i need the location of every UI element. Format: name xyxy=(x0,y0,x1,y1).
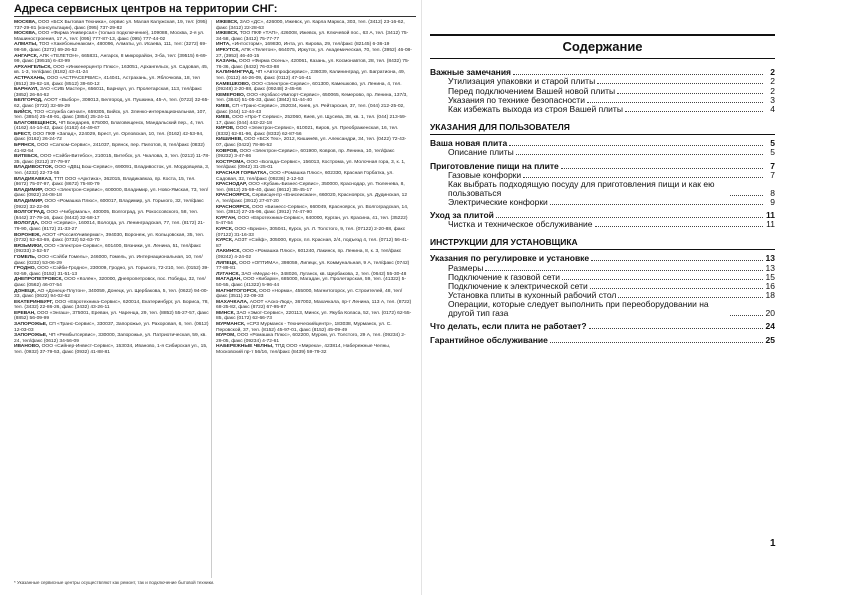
city-name: ИНТА, xyxy=(216,42,231,48)
city-name: АНГАРСК, xyxy=(14,53,39,59)
toc-leader-dots xyxy=(562,279,763,280)
toc-entry-title: Утилизация упаковки и старой плиты xyxy=(448,76,596,87)
toc-page-number: 8 xyxy=(770,187,775,198)
toc-page-number: 20 xyxy=(765,308,775,319)
city-name: ВОРОНЕЖ, xyxy=(14,232,41,238)
address-text: ЗАО «Медас-Н», 348026, Луганск, кв. Щербакова, 2, тел. (0642) 55-30-48 xyxy=(239,271,407,277)
footnote: * Указанные сервисные центры осуществляют как ремонт, так и подключение бытовой техники. xyxy=(14,580,215,585)
toc-entry-title: Чистка и техническое обслуживание xyxy=(448,219,593,230)
address-entry xyxy=(14,87,210,98)
address-text: ООО «Ромашка Плюс», 602200, Муром, ул. Толстого, 29 А, тел. (09234) 2-29-05, факс (09234) 4-72-61 xyxy=(216,333,406,344)
toc-leader-dots xyxy=(485,270,763,271)
address-entry xyxy=(216,193,412,204)
address-text: ТОО «Хакебоньенаком», 480096, Алматы, ул. Исаева, 111, тел: (3272) 69-98-59, факс (3272) 69-26-52 xyxy=(14,42,207,53)
city-name: ЗАПОРОЖЬЕ, xyxy=(14,322,48,328)
address-text: ЗАО «СИБ Мастер», 656011, Барнаул, ул. Пролетарская, 113, тел/факс (3852) 26-84-62 xyxy=(14,87,202,98)
address-entry xyxy=(14,244,210,255)
city-name: ИРКУТСК, xyxy=(216,47,240,53)
address-text: «Интосторм», 169830, Инта, ул. Кирова, 29, тел/факс (82145) 6-36-19 xyxy=(230,42,390,48)
city-name: АЛМАТЫ, xyxy=(14,42,38,48)
address-text: ООО «Сийнер-Инвест-Сервис», 153034, Иваново, 1-я Сибирская ул., 15, тел. (0932) 37-79-53, факс (0932) 41-88-81 xyxy=(14,344,208,356)
toc-leader-dots xyxy=(595,226,763,227)
address-text: ООО «БСХ Тех», 2012, Кишинёв, ул. Александри, 34, тел. (0422) 72-43-07, факс (0422) 78-86-52 xyxy=(216,137,407,149)
address-text: ЧП «Автопрофсервис», 236039, Калининград, ул. Багратиона, 49, тел. (0112) 44-26-09, факс (0112) 47-16-41 xyxy=(216,70,406,81)
address-entry xyxy=(14,132,210,143)
toc-entry-title: Электрические конфорки xyxy=(448,196,548,207)
address-entry xyxy=(216,115,412,126)
city-name: АСТРАХАНЬ, xyxy=(14,75,46,81)
address-entry xyxy=(14,42,210,53)
address-text: СП «Транс-Сервис», 252034, Киев, ул. Рейтарская, 37, тел. (044) 212-25-02, факс (044) 12-44-43 xyxy=(216,103,405,115)
toc-page-number: 7 xyxy=(770,169,775,180)
address-entry xyxy=(216,93,412,104)
toc-leader-dots xyxy=(730,195,763,196)
address-entry xyxy=(216,126,412,137)
city-name: ЕРЕВАН, xyxy=(14,310,36,316)
toc-entry-title: Подключение к электрической сети xyxy=(448,281,588,291)
address-text: ООО «Кибарм», 685000, Магадан, ул. Пролетарская, 59, тел. (41322) 5-50-55, факс (41322) 5-96-44 xyxy=(216,277,406,288)
toc-leader-dots xyxy=(591,260,763,261)
address-text: ООО «Кубань-Бизнес-Сервис», 350000, Краснодар, ул. Тюленева, 8, тел. (8612) 25-59-40, факс (8612) 35-45-17 xyxy=(216,182,405,193)
toc-entry-title: Уход за плитой xyxy=(430,210,494,221)
address-text: АО «Донецк-Плутон», 340059, Донецк, ул. Щербакова, 5, тел. (0622) 94-00-33, факс (0622) 94-02-62 xyxy=(14,288,209,300)
service-centers-title: Адреса сервисных центров на территории СНГ: xyxy=(14,3,278,15)
toc-leader-dots xyxy=(550,204,763,205)
address-entry xyxy=(216,227,412,238)
city-name: ДОНЕЦК, xyxy=(14,288,36,294)
city-name: БРЕСТ, xyxy=(14,131,32,137)
address-text: ЧП Бондарев, 675000, Благовещенск, Мандальский пер., 4, тел. (4162) 44-14-42, факс (4162) 44-49-67 xyxy=(14,120,205,132)
toc-leader-dots xyxy=(590,288,763,289)
toc-page-number: 13 xyxy=(765,262,775,273)
toc-entry[interactable] xyxy=(430,148,775,157)
address-entry xyxy=(216,70,412,81)
address-entry xyxy=(14,188,210,199)
address-text: ООО «Электрон-Сервис», 601900, Ковров, пр. Ленина, 10, тел/факс (09232) 3-47-86 xyxy=(216,148,395,160)
title-rule xyxy=(14,16,416,17)
city-name: КИЕВ, xyxy=(216,115,231,121)
city-name: МУРМАНСК, xyxy=(216,322,246,328)
address-entry xyxy=(216,149,412,160)
address-entry xyxy=(216,182,412,193)
toc-leader-dots xyxy=(587,102,763,103)
address-text: ООО «Колён», 320000, Днепропетровск, пос. Победы, 32, тел/факс (0562) 46-07-54 xyxy=(14,277,206,288)
city-name: КРАСНОДАР, xyxy=(216,182,247,188)
toc-entry-title: Описание плиты xyxy=(448,147,514,158)
city-name: КОСТРОМА, xyxy=(216,159,246,165)
toc-entry[interactable] xyxy=(430,220,775,229)
address-text: ООО «Сэйби Гомель», 246000, Гомель, ул. Интернациональная, 10, тел/факс (0232) 53-06-29 xyxy=(14,254,203,266)
city-name: КЕМЕРОВО, xyxy=(216,92,246,98)
address-text: ООО «Евротехника-Сервис», 640000, Курган, ул. Красина, 41, тел. (35222) 5-47-54 xyxy=(216,215,408,227)
address-entry xyxy=(14,221,210,232)
toc-leader-dots xyxy=(589,328,763,329)
address-text: ООО «Брион», 305041, Курск, ул. Л. Толстого, 9, тел. (07122) 2-20-88, факс (07122) 31-16-33 xyxy=(216,226,406,238)
address-text: ООО «Про-Т Сервис», 252060, Киев, ул. Щусева, 38, кв. 1, тел. (044) 213-59-17, факс (044) 442-22-18 xyxy=(216,115,407,126)
city-name: МАГНИТОГОРСК, xyxy=(216,288,258,294)
toc-list xyxy=(430,68,775,345)
address-text: ООО «Ромашка Плюс», 601240, Лакинск, пр. Ленина, 8, к. 3, тел/факс (09242) 4-24-02 xyxy=(216,249,402,260)
address-entry xyxy=(14,322,210,333)
city-name: КИШИНЕВ, xyxy=(216,137,243,143)
city-name: КАЛИНИНГРАД, xyxy=(216,70,255,76)
city-name: КРАСНОЯРСК, xyxy=(216,204,251,210)
toc-page-number: 3 xyxy=(770,94,775,105)
toc-page-number: 11 xyxy=(766,210,775,221)
toc-page-number: 15 xyxy=(765,271,775,282)
address-text: ООО «ДВЦ Бош-Сервис», 690091, Владивосток, ул. Мордовцева, 3, тел. (4232) 22-73-55 xyxy=(14,165,210,177)
city-name: ЗАПОРОЖЬЕ, xyxy=(14,333,48,339)
city-name: ГРОДНО, xyxy=(14,266,36,272)
city-name: ВЯЗЬМИКИ, xyxy=(14,243,43,249)
service-centers-page xyxy=(0,0,420,595)
address-entry xyxy=(216,171,412,182)
address-text: ООО «АСТРАСЕРВИС», 414041, Астрахань, ул. Яблочкова, 18, тел (8512) 39-62-18, факс (8512) 39-60-12 xyxy=(14,75,200,87)
toc-entry[interactable] xyxy=(430,335,775,344)
toc-entry-title: Перед подключением Вашей новой плиты xyxy=(448,85,616,96)
toc-page-number: 2 xyxy=(770,85,775,96)
city-name: ИЖЕВСК, xyxy=(216,20,239,25)
address-entry xyxy=(216,216,412,227)
address-entry xyxy=(14,311,210,322)
city-name: ИВАНОВО, xyxy=(14,344,41,350)
city-name: МУРОМ, xyxy=(216,333,236,339)
toc-entry[interactable] xyxy=(430,198,775,207)
address-text: АООТ «РоссияУнивермаг», 394030, Воронеж, ул. Кольцовская, 35, тел. (0732) 52-63-69, факс (0732) 52-63-70 xyxy=(14,232,205,244)
address-entry xyxy=(14,143,210,154)
page-fold xyxy=(421,0,422,595)
toc-entry-title: Газовые конфорки xyxy=(448,169,522,180)
address-text: ООО «Фирма Универсал» (только подключение), 109088, Москва, 2-я ул. Машиностроения, 17 А, тел: (095) 777-87-13, факс (095) 777-44-02 xyxy=(14,31,205,42)
address-entry xyxy=(14,233,210,244)
address-entry xyxy=(14,344,210,355)
address-text: ООО «ОПТИМА», 398059, Липецк, ул. Коммунальная, 9 А, тел/факс (0742) 77-89-81 xyxy=(216,260,410,272)
address-entry xyxy=(216,205,412,216)
address-column-1 xyxy=(14,20,210,356)
address-text: ООО «Бизнесс-Сервис», 660049, Красноярск, ул. Волгоградская, 14, тел. (3912) 27-25-96, факс (3912) 74-47-90 xyxy=(216,204,409,216)
address-text: ТПД ООО «Мирека», 423814, Набережные Челны, Московский пр-т 56/16, тел/факс (8439) 59-79-32 xyxy=(216,344,391,356)
toc-entry-title: Установка плиты в кухонный рабочий стол xyxy=(448,290,617,301)
city-name: ВЛАДИВОСТОК, xyxy=(14,165,54,171)
city-name: БАРНАУЛ, xyxy=(14,87,39,93)
address-entry xyxy=(14,65,210,76)
city-name: ЛУГАНСК, xyxy=(216,271,240,277)
address-text: ТОО «Служба сигнал», 659305, Бийск, ул. Зленко-интернациональная, 107, тел. (3854) 25-48-91, факс (3854) 25-24-11 xyxy=(14,109,207,121)
address-text: ТОО ПКФ «ТАП», 426008, Ижевск, ул. Ключевой пос., 63 А, тел. (3412) 75-34-58, факс (3412) 75-77-77 xyxy=(216,31,409,42)
address-entry xyxy=(216,277,412,288)
toc-leader-dots xyxy=(617,93,763,94)
city-name: ВИТЕБСК, xyxy=(14,154,39,160)
toc-page-number: 13 xyxy=(765,253,775,264)
toc-entry-title: Как избежать выхода из строя Вашей плиты xyxy=(448,103,623,114)
address-entry xyxy=(14,76,210,87)
toc-leader-dots xyxy=(625,111,763,112)
address-text: СП «Транс-Сервис», 330037, Запорожье, ул. Рахоровая, 6, тел. (0612) 12-03-03 xyxy=(14,322,209,333)
address-entry xyxy=(216,322,412,333)
address-column-2 xyxy=(216,20,412,356)
column-divider xyxy=(211,20,212,578)
address-entry xyxy=(14,165,210,176)
address-text: ООО «БСХ Бытовая Техника», сервис ул. Малая Калужская, 19, тел: (095) 737-29-81 (консультации), факс (095) 737-29-82 xyxy=(14,20,208,31)
toc-entry[interactable] xyxy=(430,300,775,318)
address-entry xyxy=(216,160,412,171)
address-text: ООО ПКФ «Запад», 224029, Брест, ул. Орловская, 10, тел. (0162) 42-53-94, факс (0162) 26-24-72 xyxy=(14,131,204,143)
address-text: ЗАО «ДС», 426000, Ижевск, ул. Карла Маркса, 303, тел. (3412) 23-16-62, факс (3412) 22-28-63 xyxy=(216,20,405,31)
address-text: ООО «Ромашка Плюс», 600017, Владимир, ул. Горького, 32, тел/факс (0922) 32-22-06 xyxy=(14,199,204,210)
address-entry xyxy=(14,210,210,221)
toc-part-heading: ИНСТРУКЦИИ ДЛЯ УСТАНОВЩИКА xyxy=(430,237,775,250)
toc-page-number: 7 xyxy=(770,160,775,171)
toc-entry[interactable] xyxy=(430,105,775,114)
toc-entry-title: Гарантийное обслуживание xyxy=(430,334,548,345)
address-entry xyxy=(216,137,412,148)
address-entry xyxy=(14,289,210,300)
address-entry xyxy=(216,20,412,31)
address-text: ООО «Сэйби-Витебск», 210015, Витебск, ул. Чкалова, 3, тел. (0212) 11-78-35, факс (0212) 37-79-97 xyxy=(14,154,210,165)
address-entry xyxy=(14,154,210,165)
toc-entry-title: Что делать, если плита не работает? xyxy=(430,321,587,332)
toc-entry-title: Указания по регулировке и установке xyxy=(430,253,590,264)
address-text: ООО «Электрон-Сервис», 601400, Вязники, ул. Ленина, 51, тел/факс (09233) 2-52-57 xyxy=(14,243,202,255)
toc-leader-dots xyxy=(730,315,763,316)
toc-title: Содержание xyxy=(562,39,643,54)
address-entry xyxy=(216,104,412,115)
address-entry xyxy=(14,31,210,42)
contents-page xyxy=(430,0,830,595)
page-number: 1 xyxy=(770,538,776,549)
address-text: ТТП ООО «Арктика», 362015, Владикавказ, пр. Коста, 15, тел. (8672) 75-07-97, факс (8672) 75-80-79 xyxy=(14,176,196,188)
city-name: БЛАГОВЕЩЕНСК, xyxy=(14,120,58,126)
toc-page-number: 24 xyxy=(765,321,775,332)
address-text: ООО «Норма», 455000, Магнитогорск, ул. Строителей, 48, тел/факс (3511) 22-09-33 xyxy=(216,288,403,300)
address-text: Сервисцентр «Енисеисжан», 660020, Красноярск, ул. Дудинская, 12 А, тел/факс (3912) 27-67-20 xyxy=(216,193,408,204)
address-text: ООО «Кузбасс-Импорт-Сервис», 650065, Кемерово, пр. Ленина, 137/3, тел. (3842) 51-05-33, факс (3842) 51-44-40 xyxy=(216,92,408,104)
city-name: ВЛАДИМИР, xyxy=(14,187,44,193)
toc-part-heading: УКАЗАНИЯ ДЛЯ ПОЛЬЗОВАТЕЛЯ xyxy=(430,122,775,135)
city-name: БРЯНСК, xyxy=(14,143,36,149)
city-name: АРХАНГЕЛЬСК, xyxy=(14,64,52,70)
address-text: ООО «Электрон-Сервис», 610021, Киров, ул. Преображенская, 16, тел. (8332) 62-81-96, факс (8332) 62-87-56 xyxy=(216,126,399,137)
address-text: ООО «Энгаш», 375001, Ереван, ул. Чаренца, 29, тел. (8852) 55-27-57, факс (8852) 56-09-99 xyxy=(14,310,209,322)
toc-entry-title: Важные замечания xyxy=(430,67,511,78)
address-entry xyxy=(14,177,210,188)
address-entry xyxy=(14,121,210,132)
address-entry xyxy=(216,31,412,42)
address-entry xyxy=(216,289,412,300)
city-name: КИЕВ, xyxy=(216,103,231,109)
address-entry xyxy=(216,311,412,322)
city-name: ВЛАДИМИР, xyxy=(14,199,44,204)
toc-entry-title: Указания по технике безопасности xyxy=(448,94,585,105)
address-entry xyxy=(216,333,412,344)
city-name: ГОМЕЛЬ, xyxy=(14,254,37,260)
address-text: ООО «Сатком-Сервис», 241037, Брянск, пер. Пилотов, 8, тел/факс (0832) 41-82-54 xyxy=(14,143,205,154)
address-entry xyxy=(216,82,412,93)
address-text: «СРЗ Мурманск - Техническийцентр», 183038, Мурманск, ул. С. Перовской, 37, тел. (8152) 45-97-01, факс (8152) 45-09-49 xyxy=(216,322,392,333)
toc-page-number: 18 xyxy=(765,290,775,301)
toc-leader-dots xyxy=(509,145,763,146)
city-name: ЛИПЕЦК, xyxy=(216,260,238,266)
toc-page-number: 5 xyxy=(770,138,775,149)
address-entry xyxy=(14,266,210,277)
address-text: ООО «Инженерцентр Плюс», 163051, Архангельск, ул. Садовая, 45, кв. 1-3, тел/факс (8182) 43-41-24 xyxy=(14,64,209,76)
address-entry xyxy=(14,110,210,121)
address-entry xyxy=(14,300,210,311)
address-text: ООО «Болада-Сервис», 156013, Кострома, ул. Молочная гора, 3, к. 1, тел/факс (0942) 31-25-01 xyxy=(216,159,406,171)
address-text: ООО «Электрон-Сервис», 600000, Владимир, ул. Ново-Ямская, 73, тел/факс (0922) 24-08-18 xyxy=(14,187,209,199)
city-name: КРАСНАЯ ГОРБАТКА, xyxy=(216,171,268,177)
address-entry xyxy=(14,98,210,109)
toc-entry[interactable] xyxy=(430,322,775,331)
address-entry xyxy=(216,344,412,355)
city-name: КАМЕШКОВО, xyxy=(216,81,251,87)
toc-page-number: 2 xyxy=(770,67,775,78)
city-name: КУРСК, xyxy=(216,238,234,244)
city-name: БЕЛГОРОД, xyxy=(14,98,43,104)
toc-header xyxy=(430,34,775,59)
city-name: ВЛАДИКАВКАЗ, xyxy=(14,176,53,182)
city-name: КИРОВ, xyxy=(216,126,235,132)
city-name: КАЗАНЬ, xyxy=(216,59,238,65)
city-name: МАХАЧКАЛА, xyxy=(216,299,249,305)
address-entry xyxy=(216,48,412,59)
city-name: ИЖЕВСК, xyxy=(216,31,239,37)
city-name: МИНСК, xyxy=(216,310,235,316)
toc-entry-title: Ваша новая плита xyxy=(430,138,508,149)
address-entry xyxy=(14,255,210,266)
address-entry xyxy=(216,238,412,249)
address-entry xyxy=(14,199,210,210)
address-text: ООО «Фирма Осень», 420061, Казань, ул. Космонавтов, 28, тел. (8432) 75-76-36, факс (8432) 76-03-88 xyxy=(216,59,410,70)
city-name: ДНЕПРОПЕТРОВСК, xyxy=(14,277,63,283)
address-text: АООТ «Выбор», 308013, Белгород, ул. Пушкина, 45-А, тел. (0722) 32-65-62, факс (0722) 32-69-29 xyxy=(14,98,209,109)
address-entry xyxy=(216,300,412,311)
city-name: КУРГАН, xyxy=(216,215,237,221)
address-entry xyxy=(14,20,210,31)
toc-entry-title: Операции, которые следует выполнить при переоборудовании на другой тип газа xyxy=(448,299,709,319)
toc-leader-dots xyxy=(516,154,763,155)
city-name: КУРСК, xyxy=(216,226,234,232)
address-entry xyxy=(14,277,210,288)
address-entry xyxy=(216,249,412,260)
address-text: ООО «Сервис», 160014, Вологда, ул. Ленинградская, 77, тел. (8172) 21-79-90, факс (8172) 21-33-27 xyxy=(14,221,205,232)
address-entry xyxy=(216,59,412,70)
address-text: ООО «Чибурмаль», 400005, Волгоград, ул. Рокоссовского, 58, тел. (8442) 37-79-16, факс (8442) 32-58-17 xyxy=(14,210,199,221)
city-name: КРАСНОЯРСК, xyxy=(216,193,251,199)
address-text: ЧП «Рембытсервис», 330000, Запорожье, ул. Патриотическая, 59, кв. 24, тел/факс (0612) 34-56-09 xyxy=(14,333,207,344)
toc-entry[interactable] xyxy=(430,180,775,198)
city-name: МОСКВА, xyxy=(14,31,37,37)
toc-page-number: 2 xyxy=(770,76,775,87)
toc-leader-dots xyxy=(550,342,763,343)
address-text: АПК «Телетон», 664075, Иркутск, ул. Академическая, 70, тел. (3952) 46-08-27, (3952) 46-40-15 xyxy=(216,47,412,59)
toc-page-number: 25 xyxy=(765,334,775,345)
address-entry xyxy=(14,333,210,344)
address-text: ООО «Евротехника-Сервис», 620014, Екатеринбург, ул. Бориса, 78, тел. (3432) 22-86-26, факс (3432) 43-26-11 xyxy=(14,299,209,311)
toc-entry-title: Размеры xyxy=(448,262,484,273)
toc-entry-title: Приготовление пищи на плите xyxy=(430,160,559,171)
city-name: БИЙСК, xyxy=(14,109,33,115)
city-name: МАГАДАН, xyxy=(216,277,242,283)
toc-leader-dots xyxy=(496,217,763,218)
address-text: АПК «ТЕЛЕТОН», 665831, Ангарск, 8 микрорайон, 3-ба, тел: (39515) 6-69-99, факс (39515) 6-43-99 xyxy=(14,53,208,65)
toc-entry-title: Подключение к газовой сети xyxy=(448,271,561,282)
toc-page-number: 16 xyxy=(765,281,775,291)
toc-leader-dots xyxy=(597,83,763,84)
address-text: АООТ «Аско-Люд», 367002, Махачкала, пр-т Ленина, 113 А, тел. (8722) 68-25-82, факс (8722) 67-95-87 xyxy=(216,299,412,311)
toc-leader-dots xyxy=(513,74,763,75)
toc-entry[interactable] xyxy=(430,77,775,86)
toc-page-number: 4 xyxy=(770,103,775,114)
city-name: НАБЕРЕЖНЫЕ ЧЕЛНЫ, xyxy=(216,344,274,350)
address-text: АОЗТ «Сэйф», 305000, Курск, пл. Красная, 2/4, подъезд 4, тел. (0712) 56-41-87 xyxy=(216,238,409,249)
toc-leader-dots xyxy=(523,177,763,178)
toc-page-number: 11 xyxy=(766,219,775,230)
address-entry xyxy=(216,261,412,272)
address-text: ООО «Сэйби-Гродно», 230009, Гродно, ул. Горького, 72-210, тел. (0152) 39-92-59, факс (0152) 31-51-13 xyxy=(14,266,209,277)
city-name: КОВРОВ, xyxy=(216,148,239,154)
city-name: ВОЛГОГРАД, xyxy=(14,210,46,216)
address-text: ЗАО «Эмот-Сервис», 220113, Минск, ул. Якуба Коласа, 52, тел. (0172) 62-55-85, факс (0172) 62-66-73 xyxy=(216,310,412,322)
city-name: ЛАКИНСК, xyxy=(216,249,241,255)
city-name: ВОЛОГДА, xyxy=(14,221,40,227)
toc-entry-title: Как выбрать подходящую посуду для приготовления пищи и как ею пользоваться xyxy=(448,178,715,198)
city-name: ЕКАТЕРИНБУРГ, xyxy=(14,299,54,305)
toc-page-number: 5 xyxy=(770,147,775,158)
city-name: МОСКВА, xyxy=(14,20,37,25)
toc-leader-dots xyxy=(618,297,763,298)
address-text: ООО «Ромашка Плюс», 602330, Красная Горбатка, ул. Садовая, 32, тел/факс (09236) 2-12-53 xyxy=(216,171,394,182)
address-text: ООО «Электрон-Сервис», 601300, Камешково, ул. Ленина, 4, тел. (09248) 2-20-88, факс (09248) 2-45-66 xyxy=(216,81,402,93)
toc-page-number: 9 xyxy=(770,196,775,207)
address-entry xyxy=(14,54,210,65)
toc-leader-dots xyxy=(561,168,763,169)
